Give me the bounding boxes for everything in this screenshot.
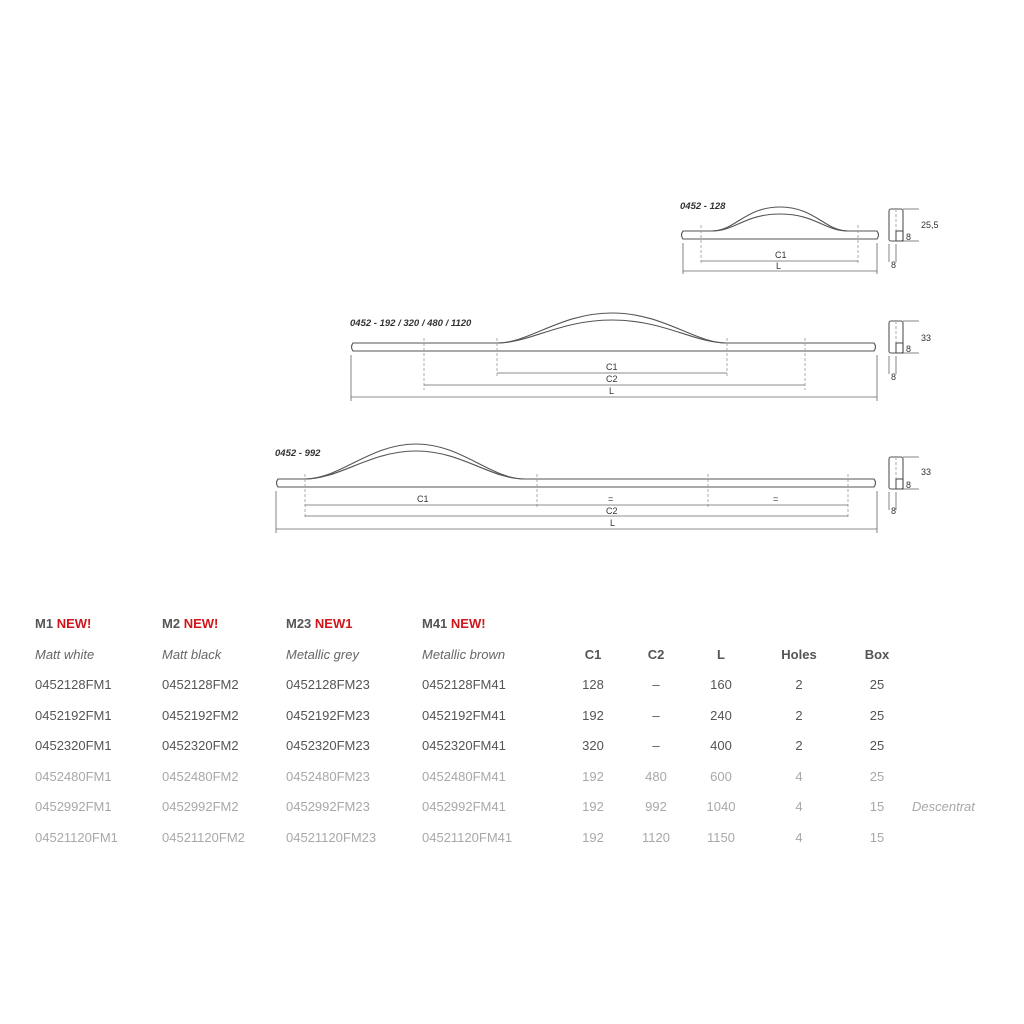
cell-c2: – bbox=[652, 677, 660, 692]
side-width-192: 8 bbox=[906, 344, 912, 354]
cell-holes: 4 bbox=[795, 830, 803, 845]
cell-c1: 128 bbox=[582, 677, 604, 692]
finish-header-m23 bbox=[286, 616, 352, 632]
cell-m41: 0452320FM41 bbox=[422, 738, 506, 753]
cell-c1: 192 bbox=[582, 830, 604, 845]
cell-m23: 04521120FM23 bbox=[286, 830, 377, 845]
cell-holes: 2 bbox=[795, 708, 803, 723]
cell-m41: 0452480FM41 bbox=[422, 769, 506, 784]
cell-m2: 0452480FM2 bbox=[162, 769, 239, 784]
finish-code: M1 bbox=[35, 616, 54, 631]
finish-code: M2 bbox=[162, 616, 181, 631]
cell-m1: 0452480FM1 bbox=[35, 769, 112, 784]
cell-l: 1040 bbox=[706, 799, 736, 814]
cell-c1: 192 bbox=[582, 708, 604, 723]
label-l-128: L bbox=[776, 261, 782, 271]
cell-c2: – bbox=[652, 708, 660, 723]
new-badge: NEW1 bbox=[314, 616, 353, 631]
cell-m41: 0452192FM41 bbox=[422, 708, 506, 723]
cell-m1: 0452192FM1 bbox=[35, 708, 112, 723]
label-c2-992: C2 bbox=[606, 506, 618, 516]
new-badge: NEW! bbox=[450, 616, 486, 631]
column-header-holes: Holes bbox=[781, 647, 817, 662]
cell-m1: 0452320FM1 bbox=[35, 738, 112, 753]
cell-m1: 0452128FM1 bbox=[35, 677, 112, 692]
label-eq1-992: = bbox=[608, 494, 614, 504]
cell-c2: 1120 bbox=[642, 830, 670, 845]
cell-box: 25 bbox=[869, 769, 885, 784]
column-header-box: Box bbox=[864, 647, 890, 662]
cell-c1: 192 bbox=[582, 799, 604, 814]
finish-name-m1: Matt white bbox=[35, 647, 95, 662]
cell-m1: 04521120FM1 bbox=[35, 830, 118, 845]
cell-l: 600 bbox=[710, 769, 732, 784]
label-l-992: L bbox=[610, 518, 616, 528]
label-eq2-992: = bbox=[773, 494, 779, 504]
side-depth-992: 8 bbox=[891, 506, 897, 516]
column-header-c2: C2 bbox=[647, 647, 665, 662]
cell-m2: 04521120FM2 bbox=[162, 830, 245, 845]
drawing-title-192: 0452 - 192 / 320 / 480 / 1120 bbox=[350, 318, 472, 329]
cell-m23: 0452128FM23 bbox=[286, 677, 370, 692]
side-height-192: 33 bbox=[921, 333, 932, 343]
side-depth-128: 8 bbox=[891, 260, 897, 270]
side-height-128: 25,5 bbox=[921, 220, 939, 230]
cell-l: 160 bbox=[710, 677, 732, 692]
cell-m41: 0452128FM41 bbox=[422, 677, 506, 692]
finish-code: M23 bbox=[286, 616, 312, 631]
cell-m2: 0452992FM2 bbox=[162, 799, 239, 814]
drawing-title-128: 0452 - 128 bbox=[680, 201, 726, 212]
cell-l: 240 bbox=[710, 708, 732, 723]
cell-box: 25 bbox=[869, 677, 885, 692]
cell-m2: 0452128FM2 bbox=[162, 677, 239, 692]
finish-header-m41 bbox=[422, 616, 486, 632]
finish-name-m2: Matt black bbox=[162, 647, 222, 662]
cell-m23: 0452320FM23 bbox=[286, 738, 370, 753]
cell-m23: 0452192FM23 bbox=[286, 708, 370, 723]
label-c1-992: C1 bbox=[417, 494, 429, 504]
cell-l: 1150 bbox=[707, 830, 735, 845]
finish-header-m1 bbox=[35, 616, 91, 632]
cell-m23: 0452480FM23 bbox=[286, 769, 370, 784]
new-badge: NEW! bbox=[56, 616, 92, 631]
cell-c1: 320 bbox=[582, 738, 604, 753]
cell-m41: 04521120FM41 bbox=[422, 830, 513, 845]
column-header-c1: C1 bbox=[584, 647, 602, 662]
cell-m2: 0452320FM2 bbox=[162, 738, 239, 753]
cell-c2: – bbox=[652, 738, 660, 753]
finish-code: M41 bbox=[422, 616, 448, 631]
cell-holes: 4 bbox=[795, 769, 803, 784]
cell-box: 25 bbox=[869, 708, 885, 723]
cell-m23: 0452992FM23 bbox=[286, 799, 370, 814]
cell-c2: 480 bbox=[645, 769, 667, 784]
cell-holes: 2 bbox=[795, 738, 803, 753]
side-height-992: 33 bbox=[921, 467, 932, 477]
drawing-title-992: 0452 - 992 bbox=[275, 448, 321, 459]
cell-box: 15 bbox=[869, 830, 885, 845]
cell-holes: 2 bbox=[795, 677, 803, 692]
cell-holes: 4 bbox=[795, 799, 803, 814]
finish-name-m23: Metallic grey bbox=[286, 647, 359, 662]
side-depth-192: 8 bbox=[891, 372, 897, 382]
cell-m1: 0452992FM1 bbox=[35, 799, 112, 814]
cell-c1: 192 bbox=[582, 769, 604, 784]
cell-box: 15 bbox=[869, 799, 885, 814]
cell-l: 400 bbox=[710, 738, 732, 753]
label-c1-192: C1 bbox=[606, 362, 618, 372]
label-c2-192: C2 bbox=[606, 374, 618, 384]
cell-m41: 0452992FM41 bbox=[422, 799, 506, 814]
cell-box: 25 bbox=[869, 738, 885, 753]
cell-note: Descentrat bbox=[912, 799, 975, 814]
cell-m2: 0452192FM2 bbox=[162, 708, 239, 723]
side-width-128: 8 bbox=[906, 232, 912, 242]
side-width-992: 8 bbox=[906, 480, 912, 490]
cell-c2: 992 bbox=[645, 799, 667, 814]
new-badge: NEW! bbox=[183, 616, 219, 631]
column-header-l: L bbox=[717, 647, 725, 662]
label-l-192: L bbox=[609, 386, 615, 396]
finish-name-m41: Metallic brown bbox=[422, 647, 506, 662]
finish-header-m2 bbox=[162, 616, 218, 632]
label-c1-128: C1 bbox=[775, 250, 787, 260]
